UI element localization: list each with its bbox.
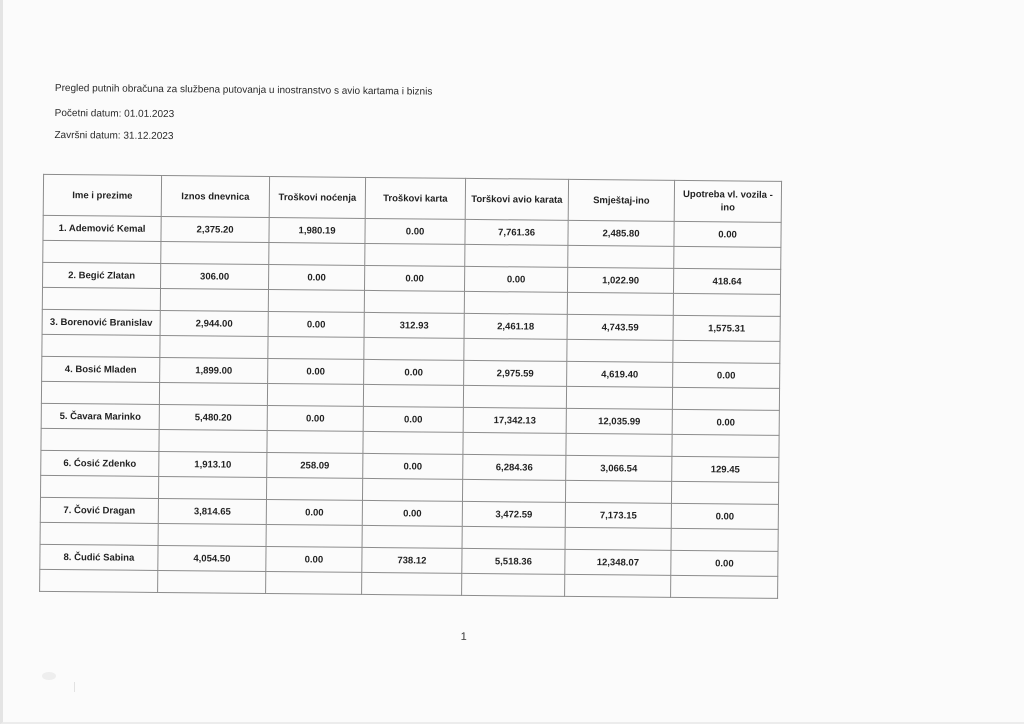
empty-cell: [158, 570, 266, 593]
cell-ticket-costs: 0.00: [363, 406, 463, 432]
empty-cell: [567, 292, 673, 315]
empty-cell: [464, 291, 567, 314]
empty-cell: [40, 522, 158, 545]
cell-lodging-abroad: 4,743.59: [567, 314, 673, 340]
cell-accommodation-costs: 0.00: [266, 546, 362, 572]
empty-cell: [674, 246, 781, 269]
cell-private-vehicle: 0.00: [671, 550, 778, 576]
end-date: Završni datum: 31.12.2023: [54, 129, 174, 143]
empty-cell: [671, 575, 778, 598]
empty-cell: [159, 429, 267, 452]
cell-employee-name: 3. Borenović Branislav: [42, 309, 160, 335]
empty-cell: [463, 432, 566, 455]
empty-cell: [566, 433, 672, 456]
cell-airfare-costs: 3,472.59: [462, 501, 565, 527]
empty-cell: [364, 290, 464, 313]
col-header-name: Ime i prezime: [43, 174, 161, 216]
col-header-daily-allowance: Iznos dnevnica: [161, 175, 269, 217]
cell-accommodation-costs: 1,980.19: [269, 218, 365, 244]
empty-cell: [267, 431, 363, 454]
cell-airfare-costs: 7,761.36: [465, 219, 568, 245]
empty-cell: [565, 574, 671, 597]
empty-cell: [565, 480, 671, 503]
empty-cell: [268, 290, 364, 313]
cell-private-vehicle: 0.00: [672, 409, 779, 435]
cell-accommodation-costs: 0.00: [267, 406, 363, 432]
cell-lodging-abroad: 12,035.99: [566, 408, 672, 434]
col-header-private-vehicle: Upotreba vl. vozila - ino: [674, 180, 781, 222]
empty-cell: [363, 384, 463, 407]
cell-employee-name: 4. Bosić Mladen: [42, 356, 160, 382]
empty-cell: [673, 293, 780, 316]
cell-airfare-costs: 0.00: [464, 266, 567, 292]
empty-cell: [158, 523, 266, 546]
empty-cell: [364, 337, 464, 360]
cell-employee-name: 8. Čudić Sabina: [40, 544, 158, 570]
cell-private-vehicle: 1,575.31: [673, 315, 780, 341]
empty-cell: [671, 528, 778, 551]
cell-daily-allowance: 2,375.20: [161, 216, 269, 242]
page-number: 1: [460, 630, 467, 643]
cell-private-vehicle: 0.00: [673, 362, 780, 388]
empty-cell: [267, 384, 363, 407]
col-header-ticket-costs: Troškovi karta: [365, 177, 465, 219]
cell-accommodation-costs: 0.00: [268, 312, 364, 338]
cell-private-vehicle: 129.45: [672, 456, 779, 482]
cell-employee-name: 2. Begić Zlatan: [43, 262, 161, 288]
empty-cell: [672, 387, 779, 410]
cell-private-vehicle: 0.00: [671, 503, 778, 529]
start-date: Početni datum: 01.01.2023: [54, 107, 175, 121]
table-body: [40, 215, 782, 598]
empty-cell: [160, 288, 268, 311]
empty-cell: [565, 527, 671, 550]
empty-cell: [673, 340, 780, 363]
cell-accommodation-costs: 258.09: [267, 453, 363, 479]
empty-cell: [567, 339, 673, 362]
empty-cell: [158, 476, 266, 499]
cell-employee-name: 6. Ćosić Zdenko: [41, 450, 159, 476]
empty-cell: [43, 240, 161, 263]
empty-cell: [463, 385, 566, 408]
cell-lodging-abroad: 1,022.90: [567, 267, 673, 293]
cell-airfare-costs: 5,518.36: [462, 548, 565, 574]
cell-daily-allowance: 3,814.65: [158, 498, 266, 524]
cell-lodging-abroad: 4,619.40: [567, 361, 673, 387]
empty-cell: [362, 525, 462, 548]
cell-ticket-costs: 0.00: [365, 218, 465, 244]
empty-cell: [365, 243, 465, 266]
cell-employee-name: 1. Ademović Kemal: [43, 215, 161, 241]
empty-cell: [159, 382, 267, 405]
scan-smudge: [42, 672, 56, 680]
cell-airfare-costs: 2,975.59: [464, 360, 567, 386]
empty-cell: [566, 386, 672, 409]
empty-cell: [161, 241, 269, 264]
cell-private-vehicle: 418.64: [673, 268, 780, 294]
empty-cell: [269, 243, 365, 266]
empty-cell: [266, 571, 362, 594]
col-header-accommodation-costs: Troškovi noćenja: [269, 177, 365, 219]
empty-cell: [462, 526, 565, 549]
cell-accommodation-costs: 0.00: [266, 500, 362, 526]
empty-cell: [363, 431, 463, 454]
cell-employee-name: 5. Čavara Marinko: [41, 403, 159, 429]
empty-cell: [266, 525, 362, 548]
cell-lodging-abroad: 2,485.80: [568, 220, 674, 246]
empty-cell: [462, 573, 565, 596]
cell-daily-allowance: 2,944.00: [160, 310, 268, 336]
col-header-lodging-abroad: Smještaj-ino: [568, 179, 674, 221]
empty-cell: [160, 335, 268, 358]
cell-private-vehicle: 0.00: [674, 221, 781, 247]
report-title: Pregled putnih obračuna za službena putovanja u inostranstvo s avio kartama i biznis: [54, 82, 433, 98]
cell-daily-allowance: 5,480.20: [159, 404, 267, 430]
empty-cell: [362, 572, 462, 595]
empty-cell: [462, 479, 565, 502]
col-header-airfare-costs: Torškovi avio karata: [465, 178, 568, 220]
travel-expense-table: [39, 174, 782, 599]
cell-accommodation-costs: 0.00: [268, 359, 364, 385]
cell-lodging-abroad: 7,173.15: [565, 502, 671, 528]
cell-ticket-costs: 312.93: [364, 312, 464, 338]
empty-cell: [41, 381, 159, 404]
scan-mark: [74, 682, 75, 692]
empty-cell: [40, 475, 158, 498]
empty-cell: [42, 334, 160, 357]
cell-ticket-costs: 0.00: [364, 265, 464, 291]
empty-cell: [266, 478, 362, 501]
cell-daily-allowance: 306.00: [161, 263, 269, 289]
empty-cell: [671, 481, 778, 504]
cell-ticket-costs: 0.00: [363, 453, 463, 479]
table-header-row: [43, 174, 781, 222]
cell-lodging-abroad: 3,066.54: [566, 455, 672, 481]
empty-cell: [42, 287, 160, 310]
cell-daily-allowance: 1,899.00: [160, 357, 268, 383]
cell-lodging-abroad: 12,348.07: [565, 549, 671, 575]
empty-cell: [568, 245, 674, 268]
empty-cell: [465, 244, 568, 267]
empty-cell: [464, 338, 567, 361]
cell-airfare-costs: 2,461.18: [464, 313, 567, 339]
empty-cell: [40, 569, 158, 592]
cell-daily-allowance: 1,913.10: [159, 451, 267, 477]
cell-airfare-costs: 17,342.13: [463, 407, 566, 433]
cell-airfare-costs: 6,284.36: [463, 454, 566, 480]
cell-accommodation-costs: 0.00: [268, 265, 364, 291]
cell-daily-allowance: 4,054.50: [158, 545, 266, 571]
empty-cell: [41, 428, 159, 451]
cell-ticket-costs: 0.00: [362, 500, 462, 526]
empty-cell: [362, 478, 462, 501]
cell-ticket-costs: 738.12: [362, 547, 462, 573]
cell-ticket-costs: 0.00: [364, 359, 464, 385]
cell-employee-name: 7. Čović Dragan: [40, 497, 158, 523]
empty-cell: [672, 434, 779, 457]
empty-cell: [268, 337, 364, 360]
